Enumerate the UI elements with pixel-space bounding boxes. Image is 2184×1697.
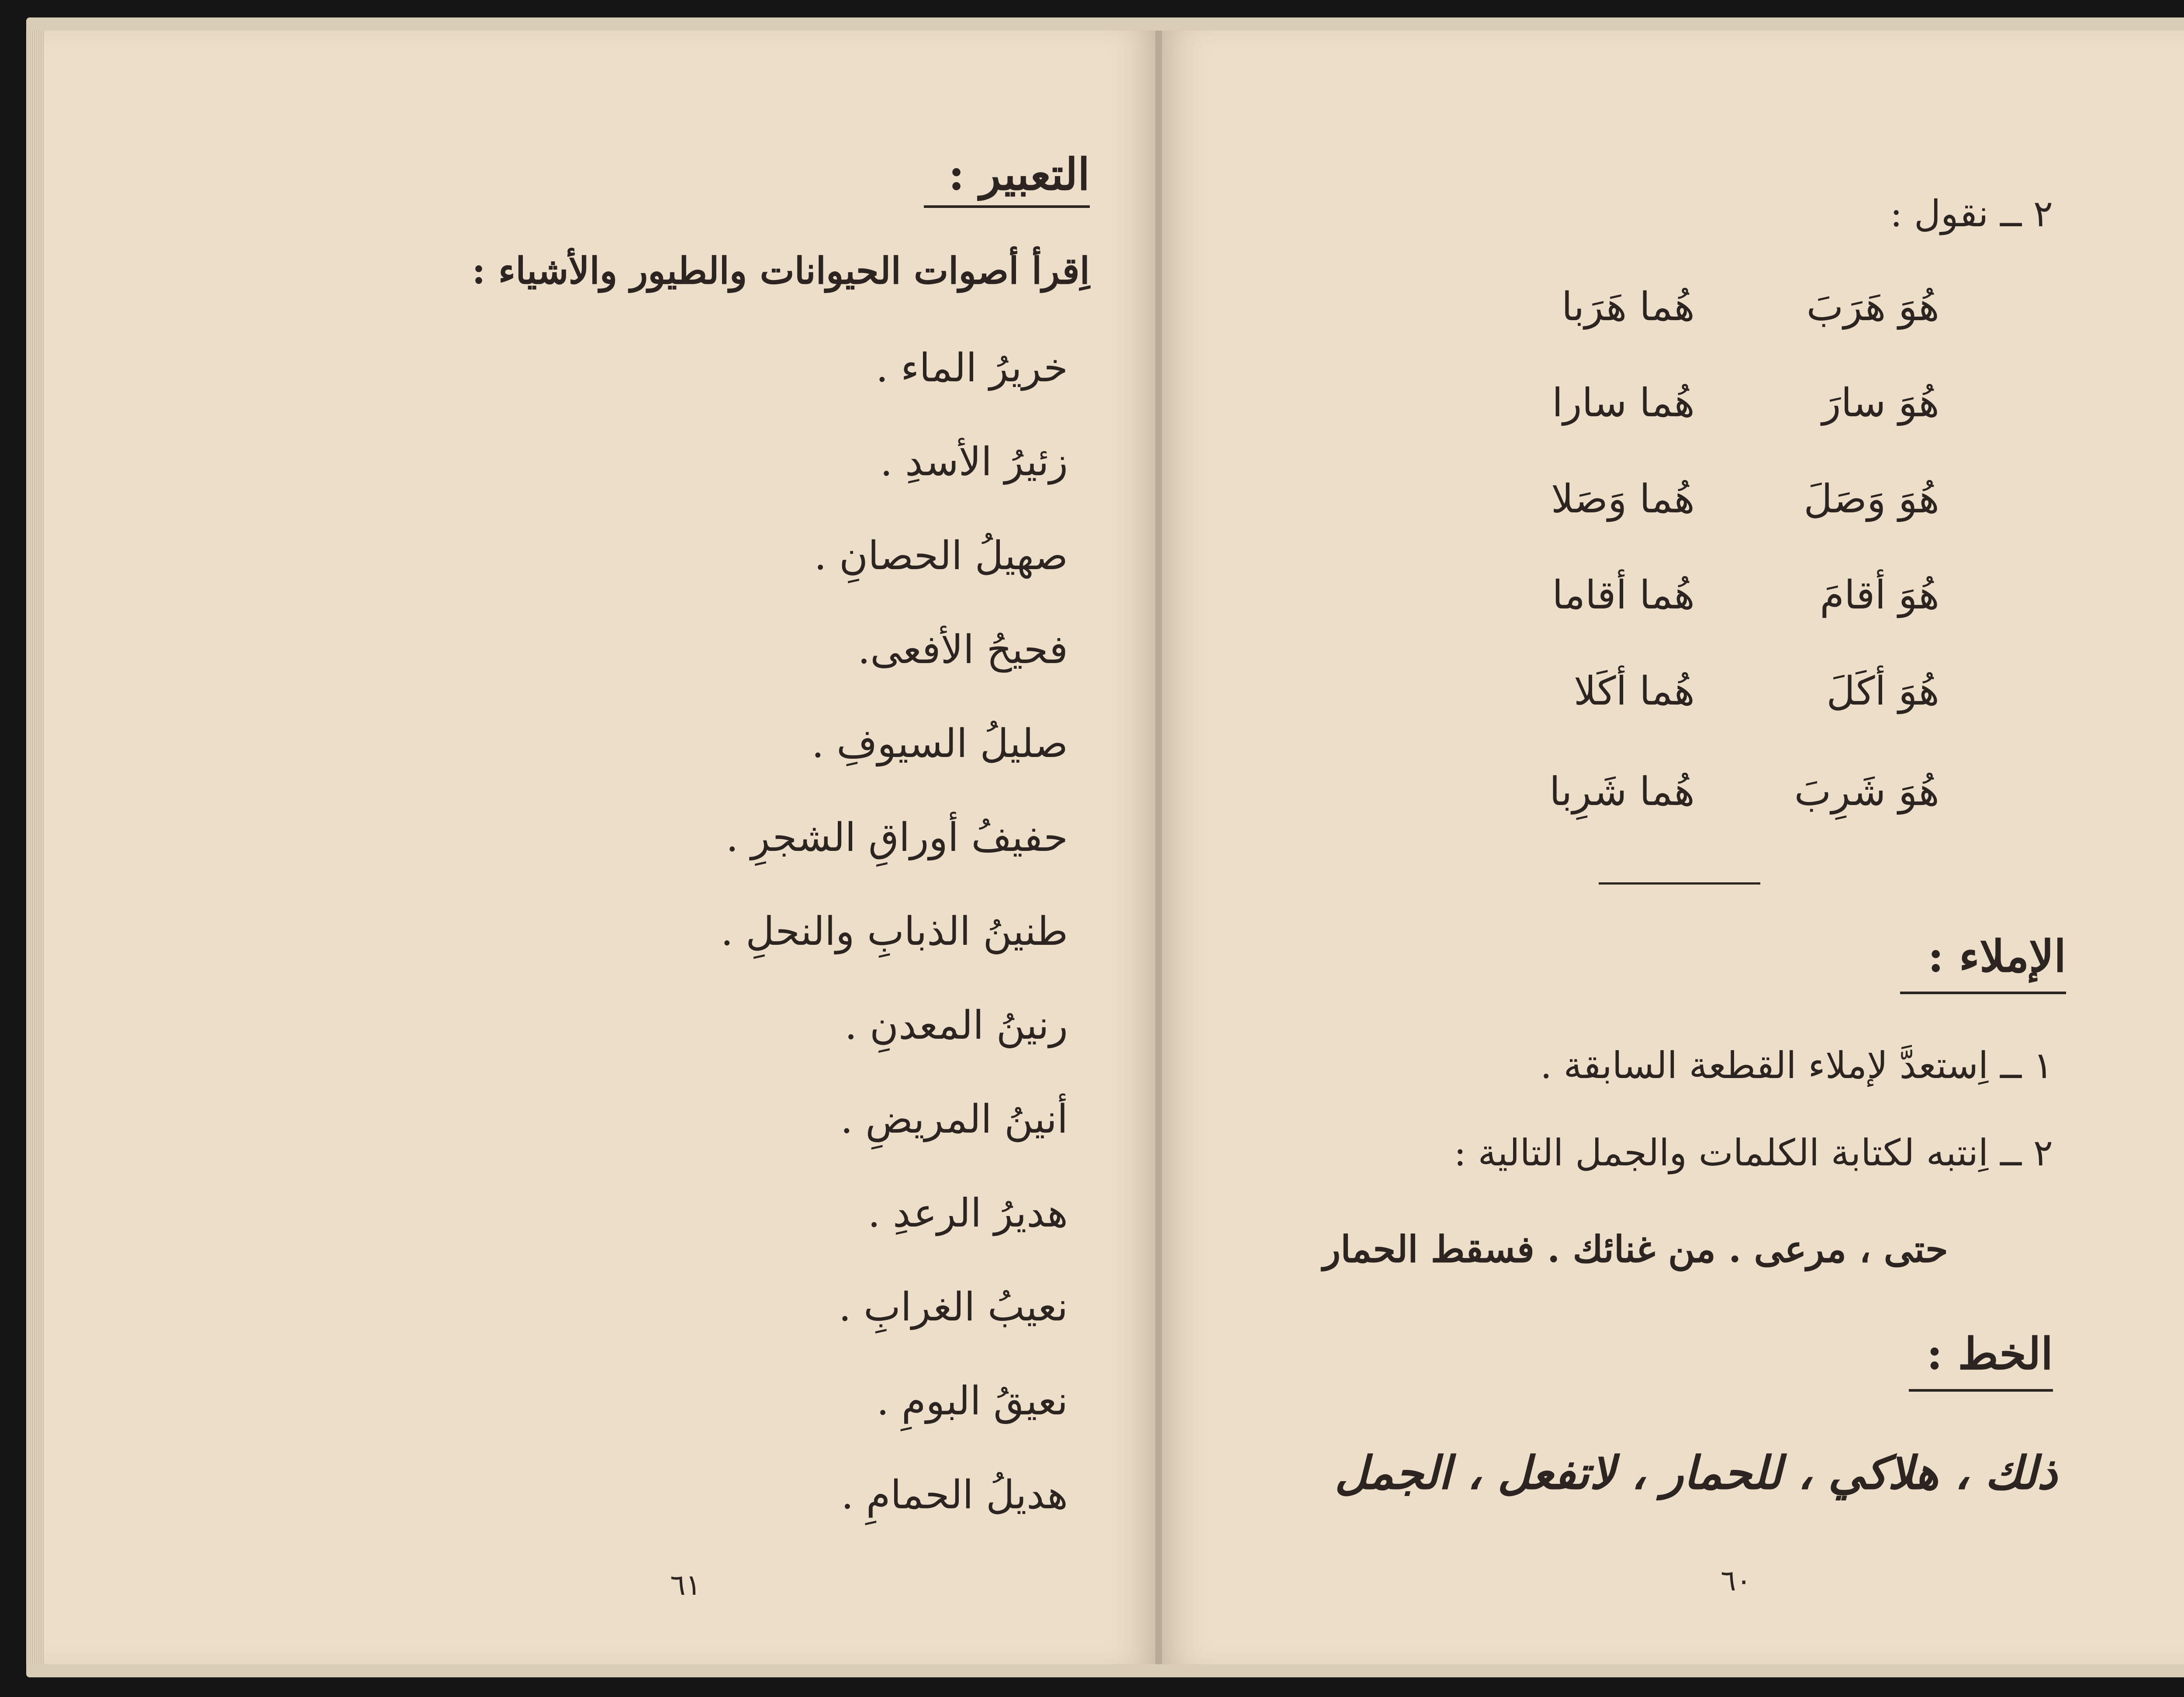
- singular-verb: هُوَ سارَ: [1822, 380, 1939, 426]
- handwriting-words: ذلك ، هلاكي ، للحمار ، لاتفعل ، الجمل: [1334, 1446, 2057, 1500]
- dual-verb: هُما سارا: [1552, 380, 1695, 426]
- sound-item: خريرُ الماء .: [875, 345, 1068, 391]
- expression-heading: التعبير :: [948, 149, 1090, 200]
- sound-item: رنينُ المعدنِ .: [844, 1002, 1068, 1048]
- singular-verb: هُوَ هَرَبَ: [1806, 284, 1939, 330]
- dual-verb: هُما شَرِبا: [1549, 769, 1695, 815]
- sound-item: هديرُ الرعدِ .: [867, 1190, 1068, 1236]
- dictation-heading-underline: [1900, 992, 2066, 994]
- sound-item: حفيفُ أوراقِ الشجرِ .: [726, 815, 1068, 861]
- sound-item: فحيحُ الأفعى.: [857, 627, 1068, 673]
- dictation-heading: الإملاء :: [1928, 930, 2066, 982]
- expression-intro: اِقرأ أصوات الحيوانات والطيور والأشياء :: [472, 249, 1090, 292]
- exercise-intro: ٢ ــ نقول :: [1890, 192, 2053, 235]
- dual-verb: هُما هَرَبا: [1561, 284, 1695, 330]
- page-number-right: ٦٠: [1721, 1564, 1752, 1597]
- dual-verb: هُما وَصَلا: [1551, 476, 1695, 522]
- sound-item: نعيبُ الغرابِ .: [838, 1284, 1068, 1330]
- left-page: [44, 31, 1157, 1664]
- singular-verb: هُوَ شَرِبَ: [1794, 769, 1939, 815]
- sound-item: طنينُ الذبابِ والنحلِ .: [720, 909, 1068, 954]
- expression-heading-underline: [924, 205, 1090, 208]
- singular-verb: هُوَ أقامَ: [1820, 572, 1939, 618]
- page-number-left: ٦١: [670, 1568, 701, 1602]
- dual-verb: هُما أقاما: [1552, 572, 1695, 618]
- sound-item: أنينُ المريضِ .: [840, 1096, 1068, 1142]
- sound-item: صليلُ السيوفِ .: [811, 721, 1068, 767]
- handwriting-heading: الخط :: [1926, 1328, 2053, 1379]
- page-edges-left: [26, 31, 44, 1664]
- handwriting-heading-underline: [1909, 1389, 2053, 1392]
- book-gutter: [1155, 31, 1162, 1664]
- section-separator: [1599, 882, 1760, 885]
- dual-verb: هُما أكَلا: [1573, 668, 1695, 714]
- dictation-item: ٢ ــ اِنتبه لكتابة الكلمات والجمل التالية :: [1454, 1131, 2053, 1174]
- singular-verb: هُوَ أكَلَ: [1826, 668, 1939, 714]
- sound-item: هديلُ الحمامِ .: [841, 1472, 1068, 1518]
- dictation-item: ١ ــ اِستعدَّ لإملاء القطعة السابقة .: [1540, 1044, 2053, 1087]
- sound-item: صهيلُ الحصانِ .: [814, 533, 1068, 579]
- singular-verb: هُوَ وَصَلَ: [1804, 476, 1939, 522]
- right-page: [1162, 31, 2184, 1664]
- sound-item: نعيقُ البومِ .: [876, 1378, 1068, 1424]
- sound-item: زئيرُ الأسدِ .: [880, 439, 1068, 485]
- dictation-words: حتى ، مرعى . من غنائك . فسقط الحمار: [1323, 1227, 1948, 1271]
- open-book: [26, 17, 2184, 1677]
